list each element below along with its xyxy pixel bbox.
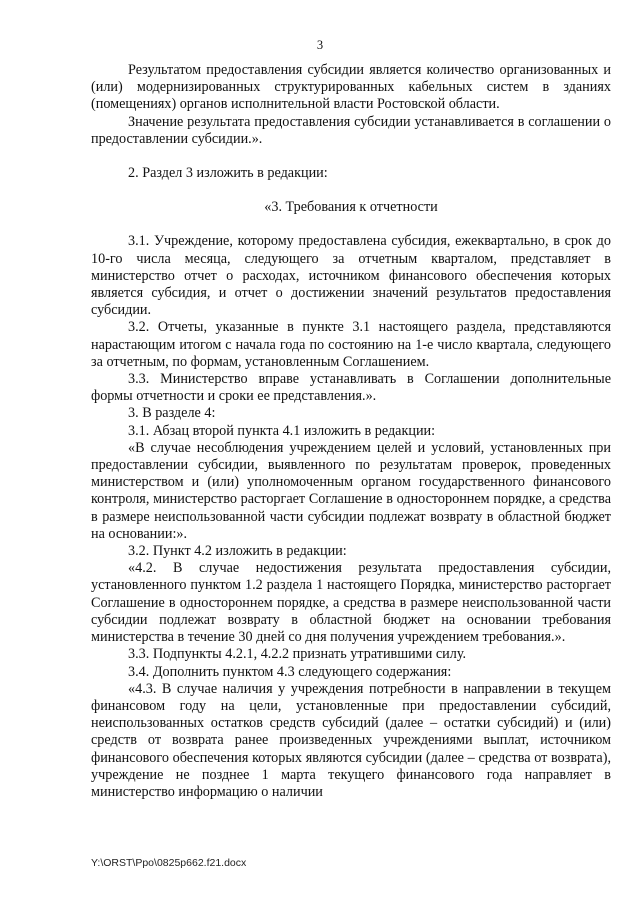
paragraph-4-1-text: «В случае несоблюдения учреждением целей и условий, установленных при предоставлении субсидии, выявленного по результатам проверок, проведенных министерством и (или) уполномоченным органом государственного финансового контроля, министерство расторгает Соглашение в одностороннем порядке, а средства в размере неиспользованной части субсидии подлежат возврату в областной бюджет на основании:». — [91, 439, 611, 542]
section-heading: «3. Требования к отчетности — [264, 199, 438, 216]
paragraph-4-2-text: «4.2. В случае недостижения результата предоставления субсидии, установленного пунктом 1.2 раздела 1 настоящего Порядка, министерство расторгает Соглашение в одностороннем порядке, а средства в размере неиспользованной части субсидии подлежат возврату в областной бюджет на основании требования министерства в течение 30 дней со дня получения учреждением требования.». — [91, 560, 611, 646]
paragraph-section-4: 3. В разделе 4: — [128, 405, 216, 422]
paragraph-3-3-repeal: 3.3. Подпункты 4.2.1, 4.2.2 признать утратившими силу. — [128, 646, 467, 663]
paragraph-3-4-intro: 3.4. Дополнить пунктом 4.3 следующего содержания: — [128, 663, 452, 680]
document-body — [91, 62, 611, 801]
paragraph-4-1-intro: 3.1. Абзац второй пункта 4.1 изложить в редакции: — [128, 422, 436, 439]
paragraph-result-value: Значение результата предоставления субсидии устанавливается в соглашении о предоставлении субсидии.». — [91, 113, 611, 147]
paragraph-3-3: 3.3. Министерство вправе устанавливать в Соглашении дополнительные формы отчетности и сроки ее представления.». — [91, 371, 611, 405]
footer-file-path: Y:\ORST\Ppo\0825p662.f21.docx — [91, 857, 247, 869]
paragraph-4-3-text: «4.3. В случае наличия у учреждения потребности в направлении в текущем финансовом году на цели, установленные при предоставлении субсидий, неиспользованных остатков средств субсидий (далее – остатки субсидий) и (или) средств от возврата ранее произведенных учреждениями выплат, источником финансового обеспечения которых являются субсидии (далее – средства от возврата), учреждение не позднее 1 марта текущего финансового года направляет в министерство информацию о наличии — [91, 680, 611, 800]
paragraph-result: Результатом предоставления субсидии является количество организованных и (или) модернизированных структурированных кабельных систем в зданиях (помещениях) органов исполнительной власти Ростовской области. — [91, 62, 611, 113]
paragraph-3-1: 3.1. Учреждение, которому предоставлена субсидия, ежеквартально, в срок до 10-го числа месяца, следующего за отчетным кварталом, представляет в министерство отчет о расходах, источником финансового обеспечения которых является субсидия, и отчет о достижении значений результатов предоставления субсидии. — [91, 233, 611, 319]
page-number: 3 — [316, 38, 324, 52]
paragraph-section-3-intro: 2. Раздел 3 изложить в редакции: — [128, 165, 328, 182]
paragraph-3-2: 3.2. Отчеты, указанные в пункте 3.1 настоящего раздела, представляются нарастающим итогом с начала года по состоянию на 1-е число квартала, следующего за отчетным, по формам, установленным Соглашением. — [91, 319, 611, 370]
paragraph-4-2-intro: 3.2. Пункт 4.2 изложить в редакции: — [128, 543, 347, 560]
